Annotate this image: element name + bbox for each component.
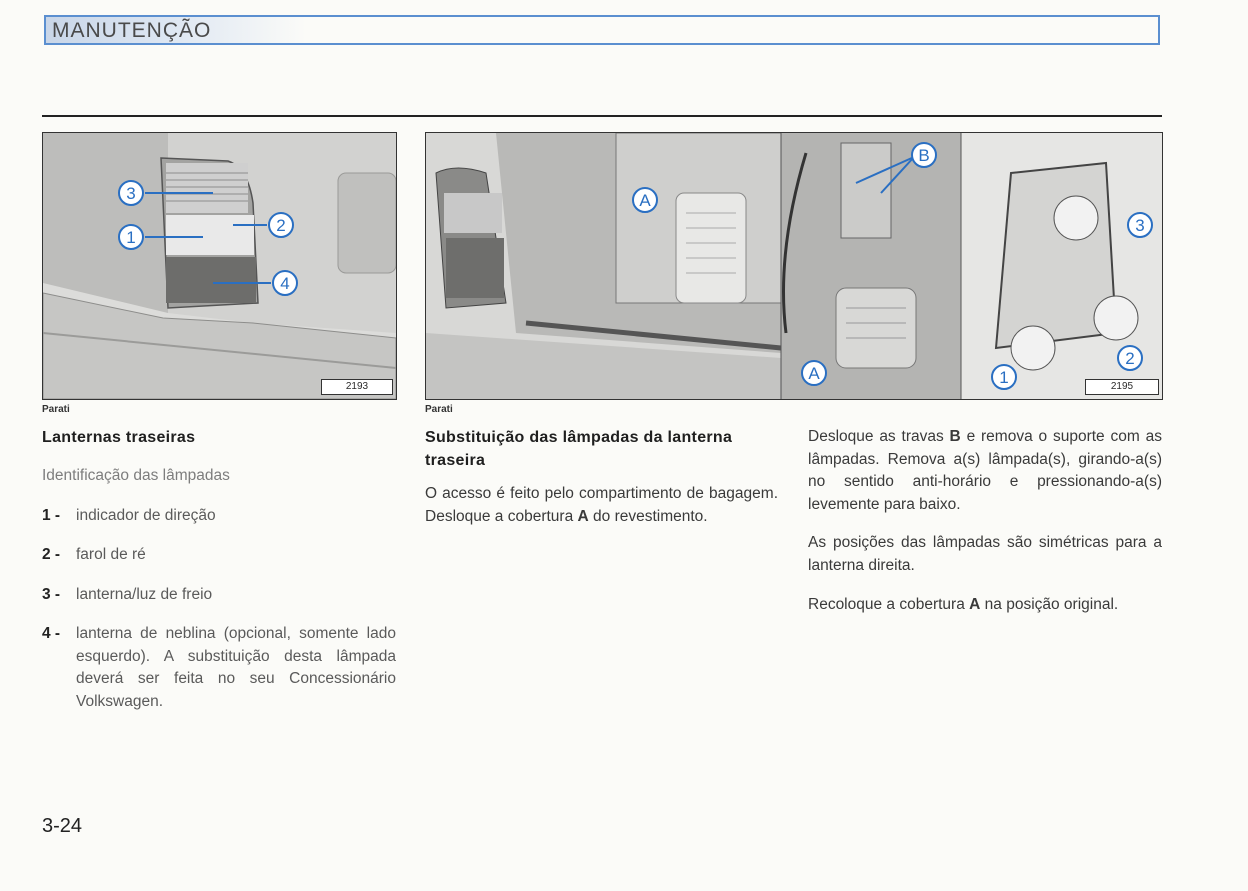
section-heading: Lanternas traseiras: [42, 429, 196, 446]
paragraph: Desloque as travas B e remova o suporte com as lâmpadas. Remova a(s) lâmpada(s), girando-a(s) no sentido anti-horário e pressionando-a(s) levemente para baixo.: [808, 428, 1162, 513]
svg-text:2: 2: [1125, 349, 1135, 368]
svg-text:1: 1: [126, 228, 136, 247]
section-header-box: [44, 15, 1160, 45]
list-item: 4 - lanterna de neblina (opcional, somente lado esquerdo). A substituição desta lâmpada deverá ser feita no seu Concessionário Volkswagen.: [42, 625, 396, 710]
svg-text:1: 1: [999, 368, 1009, 387]
section-title: MANUTENÇÃO: [52, 19, 212, 42]
page-number: 3-24: [42, 815, 83, 837]
figure-caption: Parati: [425, 404, 453, 415]
paragraph: Recoloque a cobertura A na posição original.: [808, 596, 1119, 613]
svg-text:A: A: [639, 191, 651, 210]
list-item: 2 - farol de ré: [42, 546, 146, 563]
figure-number: 2195: [1085, 379, 1159, 395]
figure-caption: Parati: [42, 404, 70, 415]
list-item: 1 - indicador de direção: [42, 507, 216, 524]
figure-tail-light: [42, 132, 397, 400]
figure-bulb-replacement: [425, 132, 1163, 400]
callout-bulb-3: [1128, 213, 1152, 237]
subheading: Identificação das lâmpadas: [42, 467, 230, 484]
svg-text:A: A: [808, 364, 820, 383]
paragraph: As posições das lâmpadas são simétricas para a lanterna direita.: [808, 534, 1162, 574]
tail-light-illustration: [43, 133, 396, 399]
header-rule: [42, 115, 1162, 117]
bulb-replacement-illustration: [426, 133, 1162, 399]
svg-text:3: 3: [126, 184, 136, 203]
svg-text:B: B: [918, 146, 930, 165]
list-item: 3 - lanterna/luz de freio: [42, 586, 213, 603]
callout-a-cover: [802, 361, 826, 385]
callout-bulb-2: [1118, 346, 1142, 370]
figure-number: 2193: [321, 379, 393, 395]
callout-a-trunk: [633, 188, 657, 212]
svg-text:3: 3: [1135, 216, 1145, 235]
svg-text:4: 4: [280, 274, 290, 293]
callout-bulb-1: [992, 365, 1016, 389]
svg-text:2: 2: [276, 216, 286, 235]
section-heading: Substituição das lâmpadas da lanterna traseira: [425, 429, 733, 469]
paragraph: O acesso é feito pelo compartimento de bagagem. Desloque a cobertura A do revestimento.: [425, 485, 778, 525]
